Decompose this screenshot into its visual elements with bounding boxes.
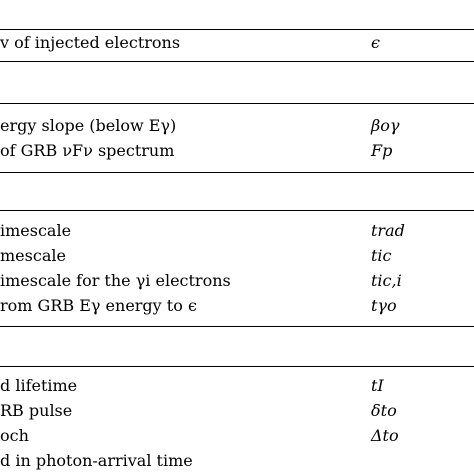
row-description: d in photon-arrival time <box>0 451 193 470</box>
row-description: imescale for the γi electrons <box>0 271 231 290</box>
table-row <box>0 424 474 448</box>
table-rule <box>0 103 474 104</box>
table-row <box>0 294 474 318</box>
row-symbol: βoγ <box>371 116 400 135</box>
row-symbol: Fp <box>371 141 393 160</box>
table-row <box>0 399 474 423</box>
table-row <box>0 269 474 293</box>
row-symbol: ϵ <box>371 33 380 52</box>
row-symbol: trad <box>371 221 405 240</box>
row-symbol: Δto <box>371 426 399 445</box>
row-symbol: tic <box>371 246 392 265</box>
row-symbol: tic,i <box>371 271 402 290</box>
table-rule <box>0 61 474 62</box>
table-row <box>0 114 474 138</box>
table-row <box>0 219 474 243</box>
row-description: d lifetime <box>0 376 78 395</box>
table-rule <box>0 210 474 211</box>
row-description: RB pulse <box>0 401 73 420</box>
row-description: imescale <box>0 221 72 240</box>
row-description: ergy slope (below Eγ) <box>0 116 177 135</box>
table-rule <box>0 366 474 367</box>
table-row <box>0 244 474 268</box>
table-row <box>0 449 474 473</box>
row-description: v of injected electrons <box>0 33 181 52</box>
row-symbol: tγo <box>371 296 397 315</box>
row-description: och <box>0 426 29 445</box>
row-description: of GRB νFν spectrum <box>0 141 175 160</box>
table-row <box>0 31 474 55</box>
table-rule <box>0 326 474 327</box>
row-symbol: δto <box>371 401 397 420</box>
row-description: mescale <box>0 246 66 265</box>
table-rule <box>0 29 474 30</box>
row-symbol: tI <box>371 376 384 395</box>
table-row <box>0 139 474 163</box>
table-row <box>0 374 474 398</box>
row-description: rom GRB Eγ energy to ϵ <box>0 296 197 315</box>
table-rule <box>0 172 474 173</box>
